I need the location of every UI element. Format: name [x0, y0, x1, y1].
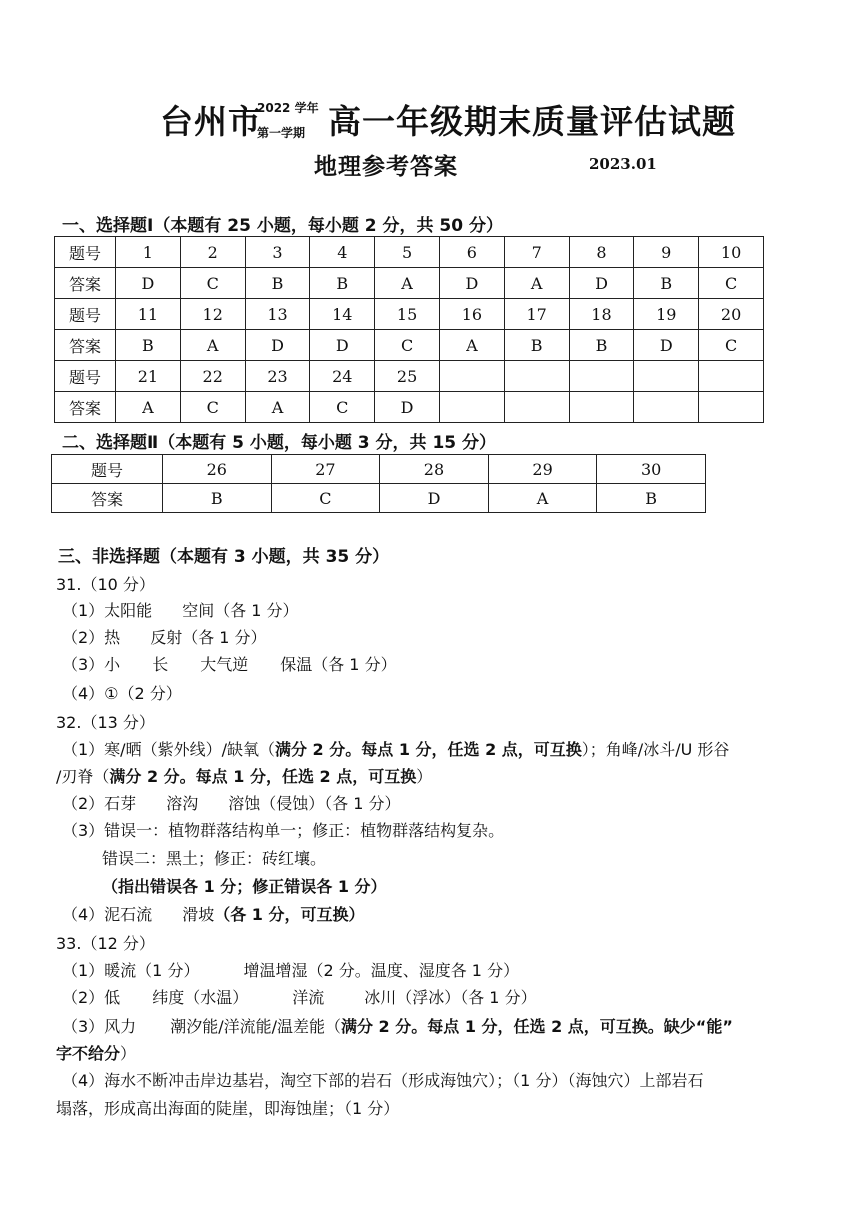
q32-answer-1	[62, 737, 729, 760]
q31-a3-part1: （3）小	[62, 655, 121, 674]
question-number-cell	[699, 361, 764, 392]
question-number-cell: 30	[597, 455, 706, 484]
answer-cell: C	[375, 330, 440, 361]
section3-heading: 三、非选择题（本题有 3 小题，共 35 分）	[58, 547, 390, 567]
question-number-cell: 3	[245, 237, 310, 268]
answer-cell: C	[699, 268, 764, 299]
q33-answer-3	[62, 1014, 733, 1037]
q32-answer-3-line2: 错误二：黑土；修正：砖红壤。	[102, 849, 327, 868]
row-label: 答案	[55, 330, 116, 361]
question-number-cell	[634, 361, 699, 392]
question-number-cell: 17	[504, 299, 569, 330]
question-number-cell: 4	[310, 237, 375, 268]
q33-a2-part2: 纬度（水温）	[152, 988, 249, 1007]
question-number-cell: 14	[310, 299, 375, 330]
row-label: 答案	[52, 484, 163, 513]
answer-cell	[634, 392, 699, 423]
q33-answer-4-line2: 塌落，形成高出海面的陡崖，即海蚀崖；（1 分）	[56, 1099, 400, 1118]
q33-a3-scoring: 满分 2 分。每点 1 分，任选 2 点，可互换。缺少“能”	[340, 1017, 733, 1036]
q32-a1-cont-scoring: 满分 2 分。每点 1 分，任选 2 点，可互换	[109, 767, 417, 786]
answer-cell	[504, 392, 569, 423]
q32-answer-2	[62, 791, 401, 814]
question-number-row	[55, 361, 764, 392]
row-label: 题号	[55, 299, 116, 330]
page-subtitle: 地理参考答案	[314, 154, 458, 180]
question-number-cell: 25	[375, 361, 440, 392]
semester: 第一学期	[257, 126, 306, 140]
question-number-cell: 2	[180, 237, 245, 268]
answer-cell: C	[180, 268, 245, 299]
question-number-cell: 21	[116, 361, 181, 392]
answer-cell: D	[439, 268, 504, 299]
question-number-cell: 1	[116, 237, 181, 268]
q31-answer-2	[62, 625, 267, 648]
q32-a1-text: （1）寒/晒（紫外线）/缺氧（	[62, 740, 275, 759]
answer-cell: D	[375, 392, 440, 423]
question-number-cell: 26	[163, 455, 272, 484]
q32-a1-scoring: 满分 2 分。每点 1 分，任选 2 点，可互换	[274, 740, 582, 759]
answer-cell: B	[163, 484, 272, 513]
answer-cell: A	[180, 330, 245, 361]
q33-title: 33.（12 分）	[56, 934, 155, 953]
answer-cell: A	[245, 392, 310, 423]
q31-a1-part2: 空间（各 1 分）	[182, 601, 299, 620]
answer-row	[55, 330, 764, 361]
q33-a3-part2: 潮汐能/洋流能/温差能（	[170, 1017, 341, 1036]
exam-title: 高一年级期末质量评估试题	[328, 102, 736, 141]
answer-row	[55, 392, 764, 423]
q32-a2-part2: 溶沟	[166, 794, 199, 813]
q33-answer-3-cont	[56, 1041, 136, 1064]
q31-a2-part2: 反射（各 1 分）	[150, 628, 267, 647]
question-number-cell: 5	[375, 237, 440, 268]
answer-cell	[439, 392, 504, 423]
answer-cell: C	[271, 484, 380, 513]
q31-a1-part1: （1）太阳能	[62, 601, 153, 620]
question-number-cell: 8	[569, 237, 634, 268]
q33-answer-4-line1: （4）海水不断冲击岸边基岩，淘空下部的岩石（形成海蚀穴）；（1 分）（海蚀穴）上部岩石	[62, 1071, 704, 1090]
q33-a1-part1: （1）暖流（1 分）	[62, 961, 200, 980]
q32-answer-3-scoring: （指出错误各 1 分；修正错误各 1 分）	[102, 877, 387, 896]
q32-a1-cont-close: ）	[416, 767, 433, 786]
q32-answer-3-line1: （3）错误一：植物群落结构单一；修正：植物群落结构复杂。	[62, 821, 505, 840]
answer-cell: B	[569, 330, 634, 361]
question-number-cell: 18	[569, 299, 634, 330]
q31-a3-part2: 长	[152, 655, 169, 674]
answer-cell: A	[504, 268, 569, 299]
q32-title: 32.（13 分）	[56, 713, 155, 732]
q31-a3-part4: 保温（各 1 分）	[280, 655, 397, 674]
row-label: 题号	[55, 237, 116, 268]
answer-cell: A	[439, 330, 504, 361]
answer-cell: D	[310, 330, 375, 361]
answer-cell: A	[488, 484, 597, 513]
answer-cell: C	[699, 330, 764, 361]
question-number-cell	[569, 361, 634, 392]
q33-a3-part1: （3）风力	[62, 1017, 137, 1036]
q31-a3-part3: 大气逆	[200, 655, 249, 674]
answer-cell: D	[116, 268, 181, 299]
question-number-cell: 29	[488, 455, 597, 484]
answer-cell: D	[634, 330, 699, 361]
q33-a2-part1: （2）低	[62, 988, 121, 1007]
q32-a1-text2: ）；角峰/冰斗/U 形谷	[581, 740, 730, 759]
q31-title: 31.（10 分）	[56, 575, 155, 594]
answer-cell: D	[569, 268, 634, 299]
answer-cell: A	[375, 268, 440, 299]
q33-a2-part3: 洋流	[292, 988, 325, 1007]
school-year: 2022 学年	[257, 101, 319, 115]
question-number-cell: 10	[699, 237, 764, 268]
question-number-cell: 7	[504, 237, 569, 268]
question-number-cell: 9	[634, 237, 699, 268]
answer-cell	[699, 392, 764, 423]
answer-cell	[569, 392, 634, 423]
exam-date: 2023.01	[589, 155, 657, 173]
question-number-row	[55, 299, 764, 330]
question-number-row	[55, 237, 764, 268]
section1-answer-table	[54, 236, 764, 423]
q32-a4-part2: 滑坡	[182, 905, 215, 924]
q32-a4-part1: （4）泥石流	[62, 905, 153, 924]
q33-a3-cont-scoring: 字不给分	[56, 1044, 121, 1063]
question-number-cell: 22	[180, 361, 245, 392]
q31-a2-part1: （2）热	[62, 628, 121, 647]
q32-answer-1-cont	[56, 764, 432, 787]
answer-cell: D	[245, 330, 310, 361]
answer-cell: C	[310, 392, 375, 423]
answer-cell: B	[597, 484, 706, 513]
section2-heading: 二、选择题Ⅱ（本题有 5 小题，每小题 3 分，共 15 分）	[62, 433, 497, 453]
question-number-cell: 27	[271, 455, 380, 484]
row-label: 答案	[55, 268, 116, 299]
q32-a1-cont-text: /刃脊（	[56, 767, 110, 786]
q33-a1-part2: 增温增湿（2 分。温度、湿度各 1 分）	[243, 961, 520, 980]
q32-a2-part1: （2）石芽	[62, 794, 137, 813]
row-label: 题号	[55, 361, 116, 392]
answer-cell: B	[310, 268, 375, 299]
q33-a3-cont-close: ）	[120, 1044, 137, 1063]
question-number-cell: 20	[699, 299, 764, 330]
answer-row	[52, 484, 706, 513]
section1-heading: 一、选择题Ⅰ（本题有 25 小题，每小题 2 分，共 50 分）	[62, 216, 503, 236]
question-number-cell: 19	[634, 299, 699, 330]
section2-answer-table	[51, 454, 706, 513]
title-row	[0, 96, 860, 144]
q32-a4-scoring: （各 1 分，可互换）	[214, 905, 365, 924]
question-number-cell	[439, 361, 504, 392]
answer-cell: A	[116, 392, 181, 423]
city-name: 台州市	[160, 102, 262, 141]
q31-answer-4: （4）①（2 分）	[62, 684, 182, 703]
q32-a2-part3: 溶蚀（侵蚀）（各 1 分）	[228, 794, 401, 813]
row-label: 答案	[55, 392, 116, 423]
question-number-cell: 12	[180, 299, 245, 330]
answer-row	[55, 268, 764, 299]
q33-a2-part4: 冰川（浮冰）（各 1 分）	[364, 988, 537, 1007]
question-number-cell: 23	[245, 361, 310, 392]
question-number-cell: 15	[375, 299, 440, 330]
question-number-cell: 11	[116, 299, 181, 330]
row-label: 题号	[52, 455, 163, 484]
q31-answer-1	[62, 598, 299, 621]
q33-answer-1	[62, 958, 519, 981]
answer-cell: C	[180, 392, 245, 423]
question-number-cell: 24	[310, 361, 375, 392]
question-number-cell: 28	[380, 455, 489, 484]
q32-answer-4	[62, 902, 364, 925]
answer-cell: B	[116, 330, 181, 361]
answer-cell: D	[380, 484, 489, 513]
answer-cell: B	[504, 330, 569, 361]
q33-answer-2	[62, 985, 537, 1008]
question-number-cell: 16	[439, 299, 504, 330]
question-number-cell: 13	[245, 299, 310, 330]
question-number-cell	[504, 361, 569, 392]
question-number-row	[52, 455, 706, 484]
answer-cell: B	[245, 268, 310, 299]
answer-cell: B	[634, 268, 699, 299]
question-number-cell: 6	[439, 237, 504, 268]
q31-answer-3	[62, 652, 397, 675]
